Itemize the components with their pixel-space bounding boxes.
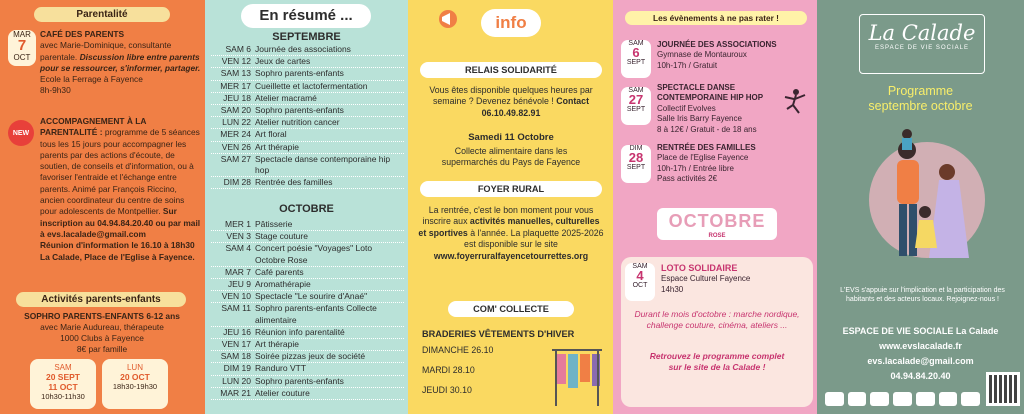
relais-text: Vous êtes disponible quelques heures par semaine ? Devenez bénévole ! Contact 06.10.49.82.91 (429, 85, 593, 118)
agenda-row (211, 267, 404, 279)
agenda-label: Rentrée des familles (255, 177, 333, 188)
agenda-date: JEU 18 (223, 92, 251, 103)
agenda-date: MER 1 (225, 219, 251, 229)
braderie-date-2: MARDI 28.10 (422, 365, 475, 375)
octobre-rose-box (621, 257, 813, 407)
agenda-row (211, 129, 404, 141)
parentalite-column (0, 0, 205, 414)
agenda-row (211, 219, 404, 231)
agenda-date: VEN 26 (221, 141, 251, 152)
new-badge: NEW (8, 120, 34, 146)
agenda-row (211, 93, 404, 105)
agenda-row (211, 279, 404, 291)
agenda-date: JEU 16 (223, 326, 251, 337)
octobre-heading: OCTOBRE (279, 203, 334, 215)
evenements-heading: Les évènements à ne pas rater ! (625, 11, 807, 25)
website-link[interactable]: www.evslacalade.fr (879, 341, 962, 351)
parentalite-heading: Parentalité (34, 7, 170, 22)
agenda-label: Spectacle danse contemporaine hip hop (255, 153, 391, 176)
agenda-row (211, 44, 404, 56)
agenda-label: Art thérapie (255, 339, 299, 350)
event-rentree: DIM 28 SEPT RENTRÉE DES FAMILLES Place de l'Eglise Fayence 10h-17h / Entrée libre Pass activités 2€ (621, 143, 811, 191)
event-date: SAM 27 SEPT (621, 87, 651, 125)
samedi-date: Samedi 11 Octobre (468, 132, 554, 143)
collecte-text: Collecte alimentaire dans les supermarchés du Pays de Fayence (441, 146, 581, 168)
agenda-row (211, 154, 404, 177)
com-collecte-heading: COM' COLLECTE (448, 301, 574, 317)
event-date: SAM 6 SEPT (621, 40, 651, 78)
agenda-date: SAM 18 (220, 351, 251, 362)
agenda-date: MAR 21 (220, 387, 251, 398)
braderies-title: BRADERIES VÊTEMENTS D'HIVER (422, 329, 575, 339)
agenda-label: Jeux de cartes (255, 56, 311, 67)
partner-logo (848, 392, 867, 406)
octobre-activites-text: Durant le mois d'octobre : marche nordique, challenge couture, cinéma, ateliers ... (634, 309, 800, 331)
accompagnement-block: ACCOMPAGNEMENT À LA PARENTALITÉ : programme de 5 séances tous les 15 jours pour accompagner les parents par des actions d'écoute, de soutien, de conseils et d'information, ou à favoriser l'entraide et l'échange entre parents. Animé par François Riccino, ancien coordinateur du centre de soins pour adolescents de Montpellier. Sur inscription au 04.94.84.20.40 ou par mail à evs.lacalade@gmail.com Réunion d'information le 16.10 à 18h30 La Calade, Place de l'Eglise à Fayence. (40, 116, 201, 262)
programme-subtitle: septembre octobre (868, 99, 973, 113)
activites-heading: Activités parents-enfants (16, 292, 186, 307)
agenda-row (211, 231, 404, 243)
sophro-date-1: SAM 20 SEPT 11 OCT 10h30-11h30 (30, 359, 96, 409)
agenda-row (211, 243, 404, 266)
agenda-row (211, 327, 404, 339)
event-date: DIM 28 SEPT (621, 145, 651, 183)
agenda-date: LUN 22 (222, 117, 251, 128)
octobre-rose-logo: OCTOBRE ROSE (657, 208, 777, 240)
agenda-label: Art floral (255, 129, 287, 140)
agenda-date: VEN 10 (221, 291, 251, 302)
agenda-row (211, 376, 404, 388)
agenda-label: Café parents (255, 266, 304, 277)
event-date: SAM 4 OCT (625, 263, 655, 301)
agenda-row (211, 351, 404, 363)
email-link[interactable]: evs.lacalade@gmail.com (867, 356, 974, 366)
agenda-row (211, 177, 404, 189)
dancer-icon (781, 87, 811, 117)
agenda-date: SAM 20 (220, 105, 251, 116)
agenda-date: SAM 13 (220, 68, 251, 79)
agenda-row (211, 303, 404, 326)
agenda-row (211, 81, 404, 93)
septembre-heading: SEPTEMBRE (272, 31, 341, 43)
agenda-label: Spectacle "Le sourire d'Anaé" (255, 291, 368, 302)
agenda-row (211, 388, 404, 400)
megaphone-icon (436, 7, 460, 31)
partner-logo (825, 392, 844, 406)
agenda-label: Sophro parents-enfants (255, 105, 344, 116)
relais-heading: RELAIS SOLIDARITÉ (420, 62, 602, 78)
agenda-date: MER 24 (220, 129, 251, 140)
programme-link-text: Retrouvez le programme complet sur le site de la Calade ! (649, 351, 785, 373)
agenda-date: DIM 19 (223, 363, 251, 374)
agenda-date: DIM 28 (223, 177, 251, 188)
octobre-list (211, 219, 404, 400)
agenda-row (211, 68, 404, 80)
agenda-label: Pâtisserie (255, 219, 293, 229)
agenda-date: MAR 7 (225, 266, 251, 277)
agenda-date: SAM 4 (225, 243, 251, 254)
cafe-date: MAR 7 OCT (8, 30, 36, 66)
agenda-label: Journée des associations (255, 44, 351, 54)
event-associations: SAM 6 SEPT JOURNÉE DES ASSOCIATIONS Gymnase de Montauroux 10h-17h / Gratuit (621, 40, 811, 80)
agenda-label: Atelier macramé (255, 92, 317, 103)
agenda-label: Sophro parents-enfants Collecte alimentaire (255, 303, 377, 325)
agenda-label: Randuro VTT (255, 363, 307, 374)
agenda-date: SAM 6 (225, 44, 251, 54)
agenda-label: Art thérapie (255, 141, 299, 152)
braderie-date-1: DIMANCHE 26.10 (422, 345, 494, 355)
info-column (408, 0, 613, 414)
agenda-label: Réunion info parentalité (255, 326, 345, 337)
agenda-date: MER 17 (220, 80, 251, 91)
agenda-label: Atelier nutrition cancer (255, 117, 340, 128)
foyer-text: La rentrée, c'est le bon moment pour vous inscrire aux activités manuelles, culturelles et sportives à l'année. La plaquette 2025-2026 est disponible sur le site www.foyerruralfayencetourrettes.org (418, 205, 604, 261)
partner-logo (961, 392, 980, 406)
septembre-list (211, 44, 404, 189)
agenda-label: Concert poésie "Voyages" Loto Octobre Rose (255, 243, 373, 265)
info-badge: info (481, 9, 541, 37)
agenda-date: VEN 3 (226, 231, 251, 242)
evenements-column (613, 0, 817, 414)
agenda-row (211, 117, 404, 129)
foyer-heading: FOYER RURAL (420, 181, 602, 197)
clothes-rack-icon (548, 340, 606, 410)
agenda-date: LUN 20 (222, 375, 251, 386)
agenda-label: Aromathérapie (255, 279, 311, 290)
agenda-row (211, 339, 404, 351)
agenda-row (211, 363, 404, 375)
sophro-date-2: LUN 20 OCT 18h30-19h30 (102, 359, 168, 409)
evs-name: ESPACE DE VIE SOCIALE La Calade (842, 326, 999, 336)
sophro-block: SOPHRO PARENTS-ENFANTS 6-12 ans avec Marie Audureau, thérapeute 1000 Clubs à Fayence 8€ par famille (24, 311, 180, 354)
partner-logo (939, 392, 958, 406)
agenda-label: Atelier couture (255, 387, 310, 398)
evs-description: L'EVS s'appuie sur l'implication et la participation des habitants et des acteurs locaux. Rejoignez-nous ! (840, 287, 1005, 303)
cafe-parents-block: CAFÉ DES PARENTS avec Marie-Dominique, consultante parentale. Discussion libre entre parents pour se ressourcer, s'informer, partager. Ecole la Ferrage à Fayence 8h-9h30 (40, 29, 201, 96)
phone-number: 04.94.84.20.40 (890, 371, 951, 381)
agenda-row (211, 291, 404, 303)
agenda-date: JEU 9 (227, 279, 251, 290)
agenda-date: VEN 17 (221, 339, 251, 350)
partner-logo (870, 392, 889, 406)
partner-logos (825, 392, 980, 406)
resume-title: En résumé ... (241, 4, 371, 28)
qr-code[interactable] (986, 372, 1020, 406)
agenda-date: SAM 11 (221, 303, 251, 314)
event-spectacle: SAM 27 SEPT SPECTACLE DANSE CONTEMPORAINE HIP HOP Collectif Evolves Salle Iris Barry Fayence 8 à 12€ / Gratuit - de 18 ans (621, 83, 811, 141)
event-loto: SAM 4 OCT LOTO SOLIDAIRE Espace Culturel Fayence 14h30 (625, 263, 815, 303)
agenda-label: Cueillette et lactofermentation (255, 80, 368, 91)
agenda-row (211, 105, 404, 117)
programme-title: Programme (887, 84, 954, 98)
family-illustration (847, 120, 1007, 280)
agenda-date: VEN 12 (221, 56, 251, 67)
partner-logo (893, 392, 912, 406)
braderie-date-3: JEUDI 30.10 (422, 385, 472, 395)
calade-column (817, 0, 1024, 414)
agenda-label: Soirée pizzas jeux de société (255, 351, 366, 362)
la-calade-logo: La Calade ESPACE DE VIE SOCIALE (859, 14, 985, 74)
agenda-row (211, 142, 404, 154)
agenda-label: Sophro parents-enfants (255, 375, 344, 386)
resume-column (205, 0, 408, 414)
partner-logo (916, 392, 935, 406)
agenda-row (211, 56, 404, 68)
agenda-label: Sophro parents-enfants (255, 68, 344, 79)
agenda-label: Stage couture (255, 231, 308, 242)
agenda-date: SAM 27 (220, 153, 251, 164)
